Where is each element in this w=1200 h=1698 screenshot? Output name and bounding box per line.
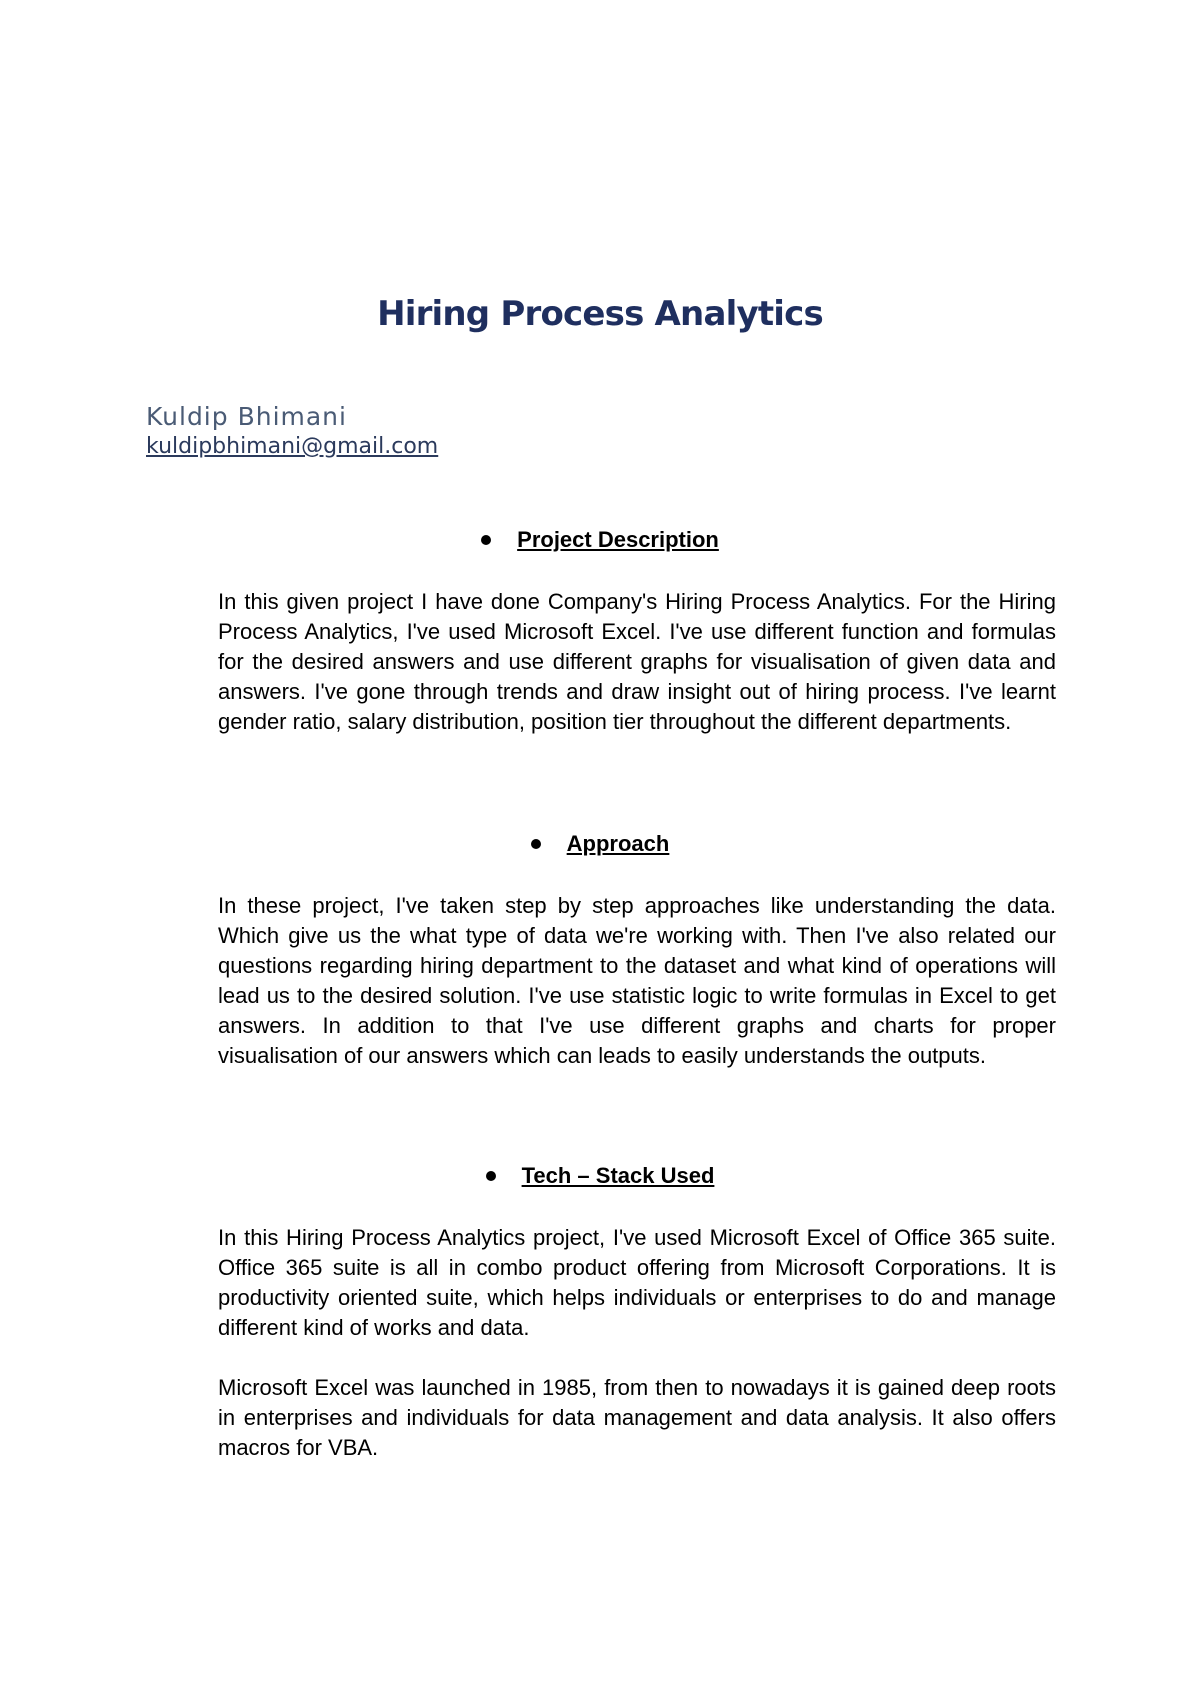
project-description-paragraph: In this given project I have done Company's Hiring Process Analytics. For the Hiring Process Analytics, I've used Microsoft Excel. I've use different function and formulas for the desired answers and use different graphs for visualisation of given data and answers. I've gone through trends and draw insight out of hiring process. I've learnt gender ratio, salary distribution, position tier throughout the different departments. [218, 589, 1056, 734]
author-name: Kuldip Bhimani [146, 402, 347, 431]
section-heading-text: Tech – Stack Used [521, 1163, 715, 1188]
tech-stack-paragraph: In this Hiring Process Analytics project, I've used Microsoft Excel of Office 365 suite. Office 365 suite is all in combo product offering from Microsoft Corporations. It is productivity oriented suite, which helps individuals or enterprises to do and manage different kind of works and data. [218, 1225, 1056, 1340]
tech-stack-paragraph: Microsoft Excel was launched in 1985, from then to nowadays it is gained deep roots in enterprises and individuals for data management and data analysis. It also offers macros for VBA. [218, 1375, 1056, 1460]
author-email-link[interactable]: kuldipbhimani@gmail.com [146, 434, 439, 459]
section-heading-text: Approach [566, 831, 670, 856]
bullet-icon [486, 1171, 496, 1181]
section-heading-text: Project Description [517, 527, 719, 552]
section-heading-tech-stack [0, 1162, 1200, 1190]
section-heading-project-description [0, 526, 1200, 554]
bullet-icon [481, 535, 491, 545]
bullet-icon [531, 839, 541, 849]
approach-paragraph: In these project, I've taken step by step approaches like understanding the data. Which give us the what type of data we're working with. Then I've also related our questions regarding hiring department to the dataset and what kind of operations will lead us to the desired solution. I've use statistic logic to write formulas in Excel to get answers. In addition to that I've use different graphs and charts for proper visualisation of our answers which can leads to easily understands the outputs. [218, 893, 1056, 1068]
section-heading-approach [0, 830, 1200, 858]
document-title: Hiring Process Analytics [377, 294, 823, 334]
